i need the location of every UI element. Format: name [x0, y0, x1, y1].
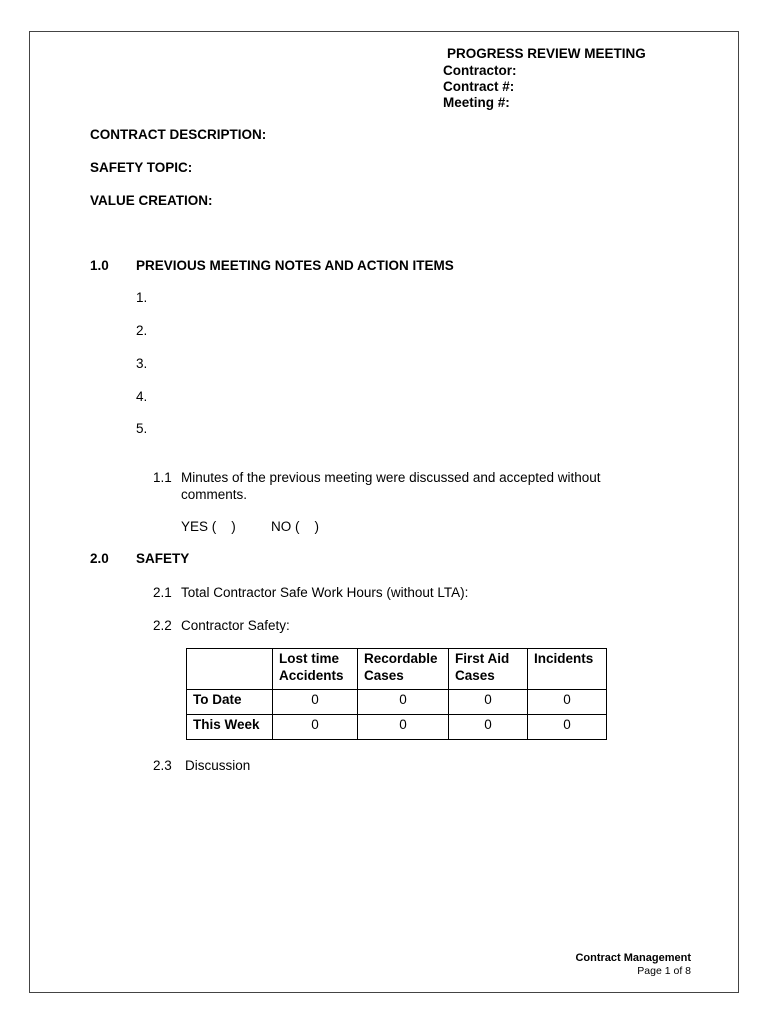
section-2-number: 2.0	[90, 551, 109, 566]
column-header-first-aid	[449, 649, 528, 690]
subsection-1-1-text-line1: Minutes of the previous meeting were discussed and accepted without	[181, 470, 601, 485]
meeting-title: PROGRESS REVIEW MEETING	[447, 46, 646, 61]
contractor-safety-table	[186, 648, 607, 740]
table-row	[187, 715, 607, 740]
subsection-2-2-text: Contractor Safety:	[181, 618, 290, 633]
column-header-line: Incidents	[534, 651, 594, 666]
column-header-line: First Aid	[455, 651, 510, 666]
column-header-incidents	[528, 649, 607, 690]
row-label-this-week: This Week	[187, 715, 273, 740]
subsection-2-1-text: Total Contractor Safe Work Hours (without LTA):	[181, 585, 469, 600]
subsection-2-2-number: 2.2	[153, 618, 172, 633]
safety-topic-label: SAFETY TOPIC:	[90, 160, 193, 175]
section-2-title: SAFETY	[136, 551, 190, 566]
table-cell: 0	[528, 715, 607, 740]
section-1-title: PREVIOUS MEETING NOTES AND ACTION ITEMS	[136, 258, 454, 273]
row-label-to-date: To Date	[187, 690, 273, 715]
action-item-2: 2.	[136, 323, 148, 338]
contractor-label: Contractor:	[443, 63, 517, 78]
subsection-1-1-text-line2: comments.	[181, 487, 248, 502]
footer-page-number: Page 1 of 8	[637, 965, 691, 977]
table-cell: 0	[528, 690, 607, 715]
table-cell: 0	[358, 715, 449, 740]
column-header-line: Accidents	[279, 667, 344, 683]
table-cell: 0	[273, 690, 358, 715]
subsection-2-3-number: 2.3	[153, 758, 172, 773]
action-item-3: 3.	[136, 356, 148, 371]
column-header-recordable	[358, 649, 449, 690]
table-row	[187, 690, 607, 715]
column-header-line: Cases	[455, 667, 495, 683]
column-header-line: Cases	[364, 667, 404, 683]
yes-option[interactable]: YES ( )	[181, 519, 236, 534]
page-frame	[29, 31, 739, 993]
footer-title: Contract Management	[575, 952, 691, 964]
action-item-4: 4.	[136, 389, 148, 404]
contract-description-label: CONTRACT DESCRIPTION:	[90, 127, 267, 142]
table-cell: 0	[449, 690, 528, 715]
action-item-5: 5.	[136, 421, 148, 436]
table-cell: 0	[358, 690, 449, 715]
table-corner-cell	[187, 649, 273, 690]
subsection-2-3-text: Discussion	[185, 758, 251, 773]
section-1-number: 1.0	[90, 258, 109, 273]
subsection-1-1-number: 1.1	[153, 470, 172, 485]
no-option[interactable]: NO ( )	[271, 519, 319, 534]
column-header-line: Recordable	[364, 651, 438, 666]
subsection-2-1-number: 2.1	[153, 585, 172, 600]
contract-number-label: Contract #:	[443, 79, 515, 94]
table-cell: 0	[273, 715, 358, 740]
value-creation-label: VALUE CREATION:	[90, 193, 213, 208]
meeting-number-label: Meeting #:	[443, 95, 510, 110]
table-cell: 0	[449, 715, 528, 740]
column-header-line: Lost time	[279, 651, 340, 666]
table-header-row	[187, 649, 607, 690]
action-item-1: 1.	[136, 290, 148, 305]
column-header-lost-time	[273, 649, 358, 690]
